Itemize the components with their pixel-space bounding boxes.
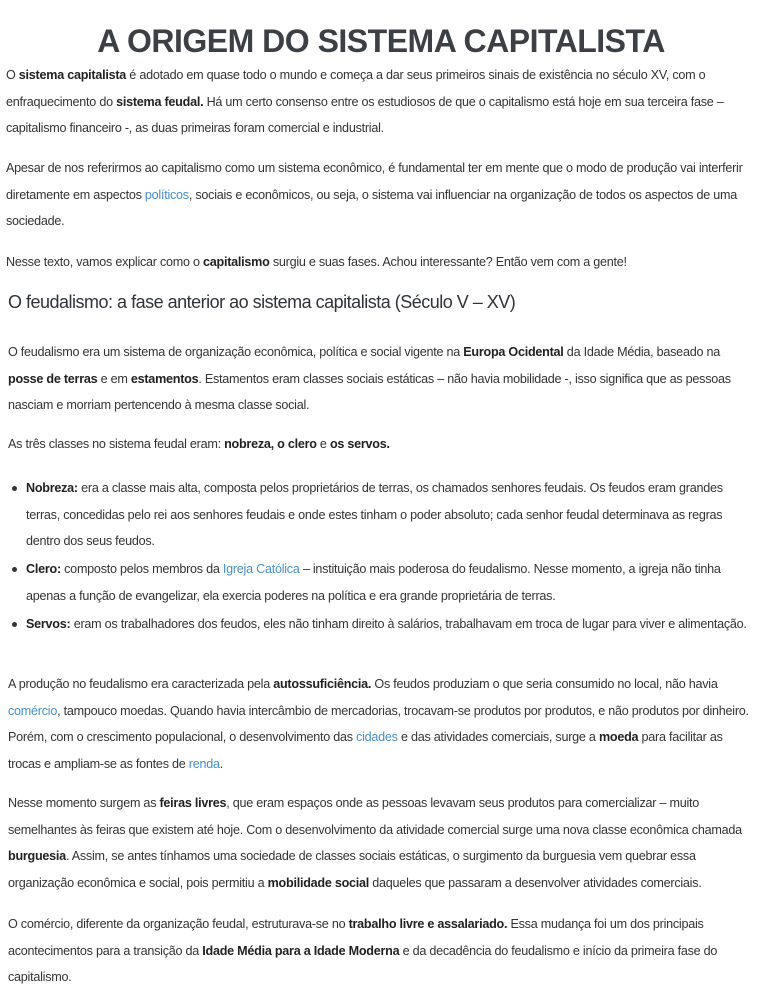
link-renda[interactable]: renda: [188, 756, 220, 771]
bold-term: Idade Média para a Idade Moderna: [202, 943, 400, 958]
bold-term: autossuficiência.: [273, 677, 372, 691]
bold-term: nobreza, o clero: [224, 437, 317, 451]
text-run: e da decadência do feudalismo e início da primeira fase do capitalismo.: [8, 943, 718, 984]
section-heading: O feudalismo: a fase anterior ao sistema capitalista (Século V – XV): [8, 292, 516, 312]
text-run: é adotado em quase todo o mundo e começa a dar seus primeiros sinais de existência no século XV, com o enfraquecimento do: [6, 68, 706, 109]
list-item-nobreza: [10, 475, 750, 556]
text-run: O feudalismo era um sistema de organização econômica, política e social vigente na: [8, 345, 464, 359]
text-run: .: [219, 756, 223, 771]
text-run: e em: [97, 371, 131, 386]
text-run: , tampouco moedas. Quando havia intercâmbio de mercadorias, trocavam-se produtos por produtos, e não produtos por dinheiro. Porém, com o crescimento populacional, o desenvolvimento das: [8, 703, 749, 744]
link-politicos[interactable]: políticos: [144, 187, 189, 202]
bold-term: os servos.: [329, 437, 390, 451]
text-run: . Estamentos eram classes sociais estáticas – não havia mobilidade -, isso significa que as pessoas nasciam e morriam pertencendo à mesma classe social.: [8, 371, 731, 412]
feudal-paragraph-4: [8, 790, 758, 896]
bold-term: mobilidade social: [267, 875, 370, 890]
text-run: A produção no feudalismo era caracterizada pela: [8, 677, 274, 691]
text-run: Essa mudança foi um dos principais acontecimentos para a transição da: [8, 917, 704, 958]
text-run: Apesar de nos referirmos ao capitalismo como um sistema econômico, é fundamental ter em mente que o modo de produção vai interferir diretamente em aspectos: [6, 161, 743, 202]
feudal-paragraph-5: [8, 911, 758, 991]
text-run: O comércio, diferente da organização feudal, estruturava-se no: [8, 917, 349, 931]
bold-term: capitalismo: [203, 255, 270, 269]
feudal-paragraph-1: [8, 339, 758, 419]
feudal-classes-list: [10, 475, 750, 638]
intro-paragraph-1: [6, 62, 756, 142]
link-cidades[interactable]: cidades: [356, 730, 398, 744]
intro-paragraph-3: [6, 249, 756, 276]
list-item-servos: [10, 611, 750, 638]
feudal-paragraph-2: [8, 431, 758, 458]
text-run: da Idade Média, baseado na: [563, 345, 720, 359]
text-run: , que eram espaços onde as pessoas levavam seus produtos para comercializar – muito semelhantes às feiras que existem até hoje. Com o desenvolvimento da atividade comercial surge uma nova classe econômica chamada: [8, 796, 742, 837]
list-text: – instituição mais poderosa do feudalismo. Nesse momento, a igreja não tinha apenas a função de evangelizar, ela exercia poderes na política e era grande proprietária de terras.: [26, 562, 721, 603]
bold-term: posse de terras: [8, 371, 98, 386]
list-term: Servos:: [26, 617, 71, 631]
page-title: A ORIGEM DO SISTEMA CAPITALISTA: [97, 23, 665, 60]
text-run: para facilitar as trocas e ampliam-se as fontes de: [8, 730, 723, 771]
text-run: Nesse momento surgem as: [8, 796, 160, 810]
list-term: Clero:: [26, 562, 61, 576]
bold-term: estamentos: [130, 371, 199, 386]
text-run: As três classes no sistema feudal eram:: [8, 437, 225, 451]
text-run: . Assim, se antes tínhamos uma sociedade de classes sociais estáticas, o surgimento da burguesia vem quebrar essa organização econômica e social, pois permitiu a: [8, 849, 696, 890]
text-run: Os feudos produziam o que seria consumido no local, não havia: [371, 677, 718, 691]
text-run: e: [316, 437, 330, 451]
text-run: Nesse texto, vamos explicar como o: [6, 255, 204, 269]
text-run: daqueles que passaram a desenvolver atividades comerciais.: [369, 875, 702, 890]
text-run: Há um certo consenso entre os estudiosos de que o capitalismo está hoje em sua terceira fase – capitalismo financeiro -, as duas primeiras foram comercial e industrial.: [6, 94, 724, 135]
list-item-clero: [10, 556, 750, 611]
list-text: composto pelos membros da: [60, 562, 223, 576]
bold-term: moeda: [598, 730, 639, 744]
feudal-paragraph-3: [8, 671, 758, 777]
bold-term: burguesia: [8, 849, 66, 863]
link-comercio[interactable]: comércio: [8, 703, 58, 718]
bold-term: trabalho livre e assalariado.: [348, 917, 508, 931]
list-text: eram os trabalhadores dos feudos, eles não tinham direito à salários, trabalhavam em troca de lugar para viver e alimentação.: [70, 617, 747, 631]
bold-term: feiras livres: [159, 796, 227, 810]
text-run: , sociais e econômicos, ou seja, o sistema vai influenciar na organização de todos os aspectos de uma sociedade.: [6, 187, 737, 228]
link-igreja-catolica[interactable]: Igreja Católica: [222, 562, 300, 576]
bold-term: sistema capitalista: [18, 68, 127, 82]
list-term: Nobreza:: [26, 481, 78, 495]
bold-term: Europa Ocidental: [463, 345, 564, 359]
text-run: surgiu e suas fases. Achou interessante? Então vem com a gente!: [269, 255, 627, 269]
bold-term: sistema feudal.: [116, 94, 204, 109]
text-run: e das atividades comerciais, surge a: [397, 730, 599, 744]
intro-paragraph-2: [6, 155, 758, 235]
text-run: O: [6, 68, 19, 82]
list-text: era a classe mais alta, composta pelos proprietários de terras, os chamados senhores feudais. Os feudos eram grandes terras, concedidas pelo rei aos senhores feudais e onde estes tinham o poder absoluto; cada senhor feudal determinava as regras dentro dos seus feudos.: [26, 481, 723, 548]
